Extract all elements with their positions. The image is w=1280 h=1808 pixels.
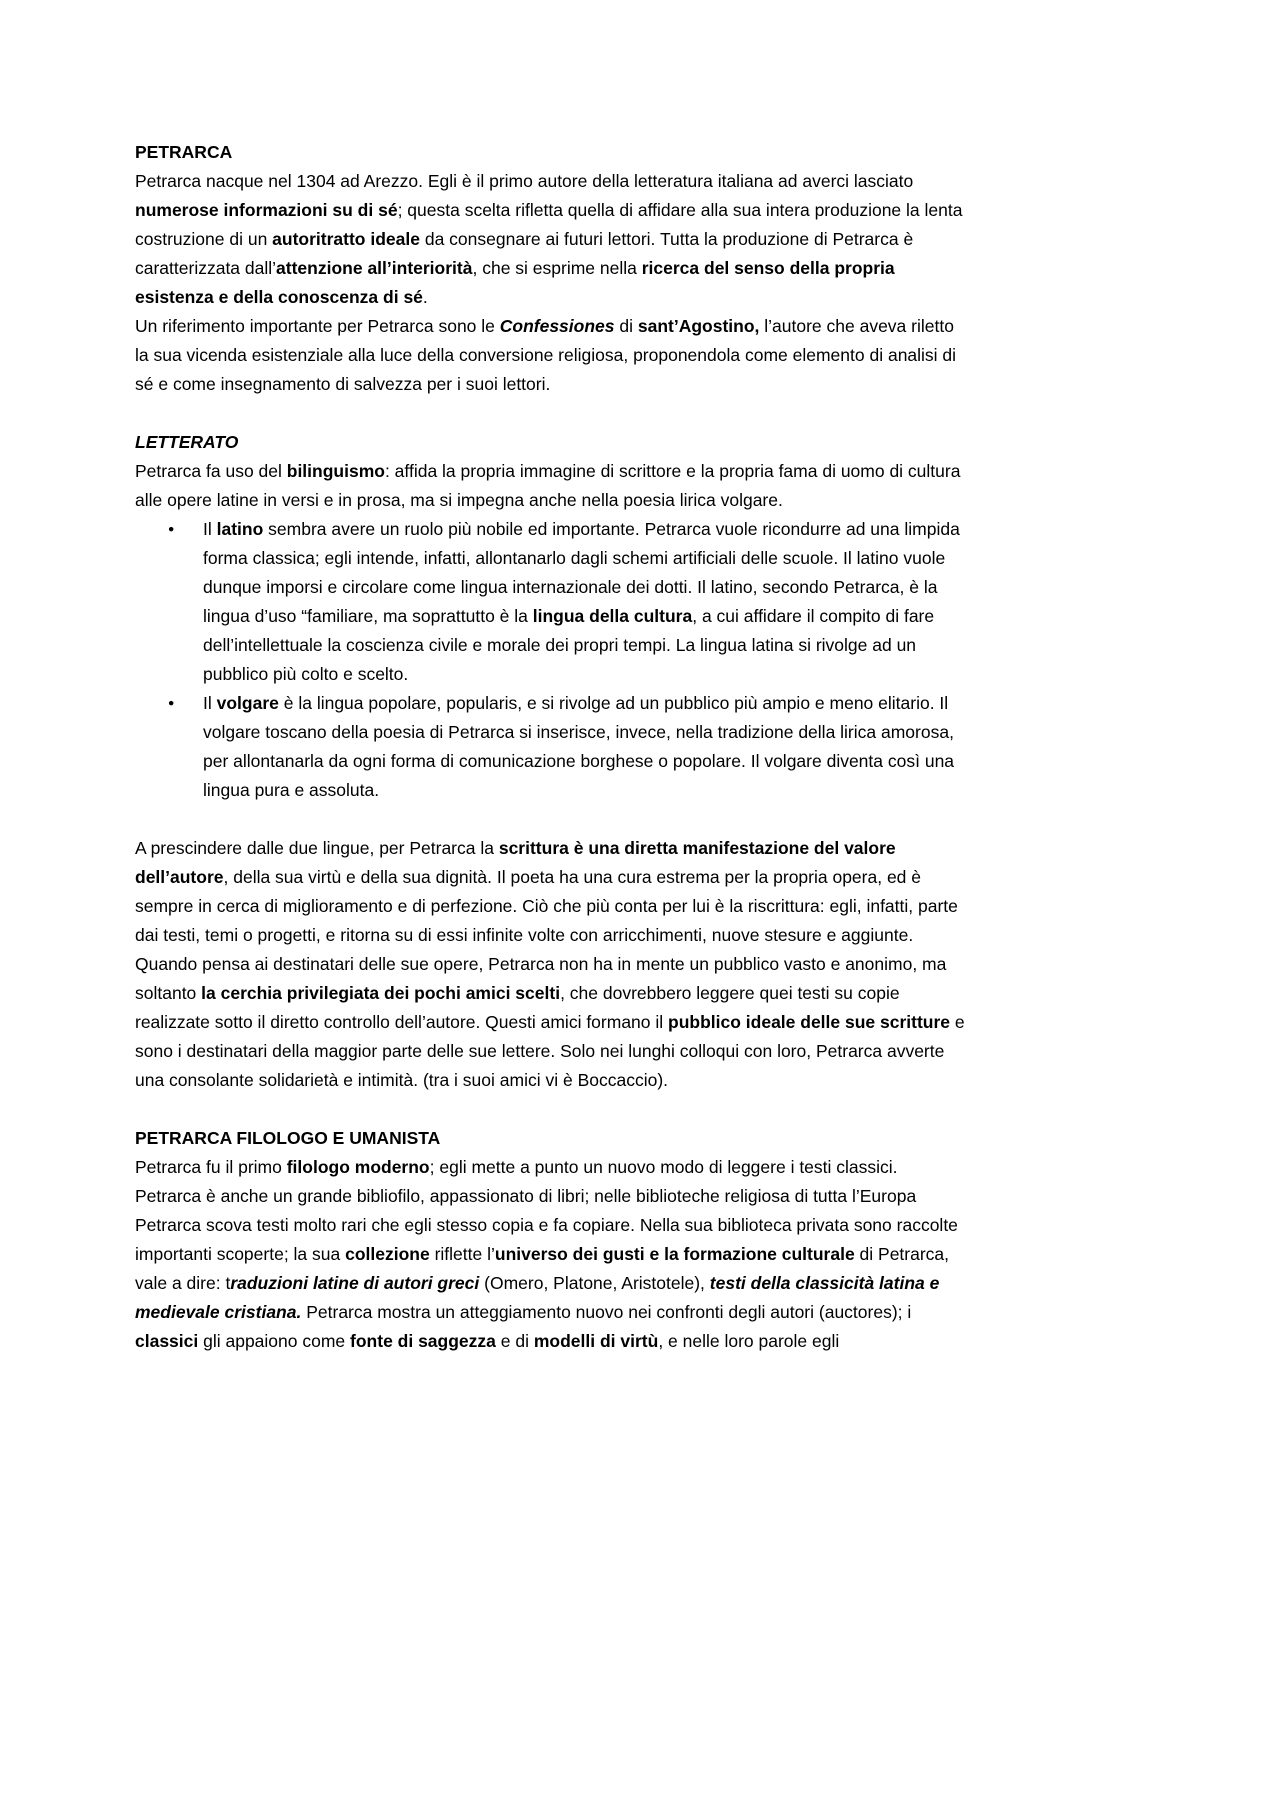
text-run: Petrarca fu il primo: [135, 1157, 287, 1177]
text-run: sant’Agostino,: [637, 316, 760, 336]
text-run: Il: [203, 693, 217, 713]
blank-line: [135, 399, 968, 428]
text-run: ; egli mette a punto un nuovo modo di leggere i testi classici. Petrarca è anche un grande bibliofilo, appassionato di libri; nelle biblioteche religiosa di tutta l’Europa Petrarca scova testi molto rari che egli stesso copia e fa copiare. Nella sua biblioteca privata sono raccolte importanti scoperte; la sua: [135, 1157, 963, 1264]
text-run: attenzione all’interiorità: [276, 258, 473, 278]
blank-line: [135, 805, 968, 834]
text-run: Petrarca mostra un atteggiamento nuovo nei confronti degli autori (auctores); i: [301, 1302, 917, 1322]
text-run: universo dei gusti e la formazione culturale: [494, 1244, 855, 1264]
text-run: modelli di virtù: [533, 1331, 659, 1351]
text-run: numerose informazioni su di sé: [135, 200, 398, 220]
text-run: , che si esprime nella: [472, 258, 642, 278]
text-run: latino: [216, 519, 264, 539]
paragraph-filologo: [135, 1153, 968, 1356]
text-run: e di: [495, 1331, 534, 1351]
text-run: fonte di saggezza: [350, 1331, 496, 1351]
text-run: ricerca del senso della propria esistenza e della conoscenza di sé: [135, 258, 900, 307]
text-run: riflette l’: [429, 1244, 495, 1264]
text-run: , che dovrebbero leggere quei testi su copie realizzate sotto il diretto controllo dell’autore. Questi amici formano il: [135, 983, 905, 1032]
text-run: , e nelle loro parole egli: [658, 1331, 840, 1351]
text-run: la cerchia privilegiata dei pochi amici scelti: [201, 983, 561, 1003]
text-run: testi della classicità latina e medievale cristiana.: [135, 1273, 945, 1322]
text-run: filologo moderno: [286, 1157, 430, 1177]
text-run: A prescindere dalle due lingue, per Petrarca la: [135, 838, 499, 858]
text-run: è la lingua popolare, popularis, e si rivolge ad un pubblico più ampio e meno elitario. Il volgare toscano della poesia di Petrarca si inserisce, invece, nella tradizione della lirica amorosa, per allontanarla da ogni forma di comunicazione borghese o popolare. Il volgare diventa così una lingua pura e assoluta.: [203, 693, 959, 800]
text-run: Petrarca fa uso del: [135, 461, 287, 481]
text-run: Confessiones: [499, 316, 615, 336]
text-run: da consegnare ai futuri lettori. Tutta la produzione di Petrarca è caratterizzata dall’: [135, 229, 919, 278]
paragraph-bilinguismo: [135, 457, 968, 515]
text-run: autoritratto ideale: [272, 229, 420, 249]
text-run: Un riferimento importante per Petrarca sono le: [135, 316, 500, 336]
text-run: scrittura è una diretta manifestazione del valore dell’autore: [135, 838, 901, 887]
text-run: PETRARCA: [135, 142, 233, 162]
text-run: gli appaiono come: [198, 1331, 351, 1351]
text-run: Petrarca nacque nel 1304 ad Arezzo. Egli è il primo autore della letteratura italiana ad averci lasciato: [135, 171, 919, 191]
text-run: e sono i destinatari della maggior parte delle sue lettere. Solo nei lunghi colloqui con loro, Petrarca avverte una consolante solidarietà e intimità. (tra i suoi amici vi è Boccaccio).: [135, 1012, 970, 1090]
document-body: [135, 138, 968, 1356]
paragraph-confessiones: [135, 312, 968, 399]
section-title-letterato: [135, 428, 968, 457]
text-run: l’autore che aveva riletto la sua vicenda esistenziale alla luce della conversione religiosa, proponendola come elemento di analisi di sé e come insegnamento di salvezza per i suoi lettori.: [135, 316, 961, 394]
bullet-item-volgare: [135, 689, 968, 805]
text-run: : affida la propria immagine di scrittore e la propria fama di uomo di cultura alle opere latine in versi e in prosa, ma si impegna anche nella poesia lirica volgare.: [135, 461, 966, 510]
text-run: collezione: [345, 1244, 430, 1264]
text-run: classici: [135, 1331, 199, 1351]
text-run: (Omero, Platone, Aristotele),: [479, 1273, 710, 1293]
section-title-filologo-umanista: [135, 1124, 968, 1153]
section-title-petrarca: [135, 138, 968, 167]
text-run: sembra avere un ruolo più nobile ed importante. Petrarca vuole ricondurre ad una limpida forma classica; egli intende, infatti, allontanarlo dagli schemi artificiali delle scuole. Il latino vuole dunque imporsi e circolare come lingua internazionale dei dotti. Il latino, secondo Petrarca, è la lingua d’uso “familiare, ma soprattutto è la: [203, 519, 965, 626]
blank-line: [135, 1095, 968, 1124]
text-run: LETTERATO: [135, 432, 239, 452]
text-run: bilinguismo: [286, 461, 385, 481]
text-run: di Petrarca, vale a dire: t: [135, 1244, 954, 1293]
text-run: pubblico ideale delle sue scritture: [668, 1012, 951, 1032]
text-run: PETRARCA FILOLOGO E UMANISTA: [135, 1128, 441, 1148]
paragraph-scrittura: [135, 834, 968, 1095]
paragraph-intro: [135, 167, 968, 312]
text-run: lingua della cultura: [532, 606, 693, 626]
text-run: , della sua virtù e della sua dignità. Il poeta ha una cura estrema per la propria opera, ed è sempre in cerca di miglioramento e di perfezione. Ciò che più conta per lui è la riscrittura: egli, infatti, parte dai testi, temi o progetti, e ritorna su di essi infinite volte con arricchimenti, nuove stesure e aggiunte. Quando pensa ai destinatari delle sue opere, Petrarca non ha in mente un pubblico vasto e anonimo, ma soltanto: [135, 867, 963, 1003]
bullet-item-latino: [135, 515, 968, 689]
text-run: ; questa scelta rifletta quella di affidare alla sua intera produzione la lenta costruzione di un: [135, 200, 968, 249]
bullet-icon: ●: [168, 697, 175, 709]
bullet-text: [203, 689, 968, 805]
text-run: Il: [203, 519, 217, 539]
text-run: , a cui affidare il compito di fare dell’intellettuale la coscienza civile e morale dei propri tempi. La lingua latina si rivolge ad un pubblico più colto e scelto.: [203, 606, 939, 684]
text-run: di: [614, 316, 638, 336]
bullet-icon: ●: [168, 523, 175, 535]
text-run: .: [422, 287, 428, 307]
text-run: volgare: [216, 693, 279, 713]
bullet-text: [203, 515, 968, 689]
text-run: raduzioni latine di autori greci: [230, 1273, 480, 1293]
